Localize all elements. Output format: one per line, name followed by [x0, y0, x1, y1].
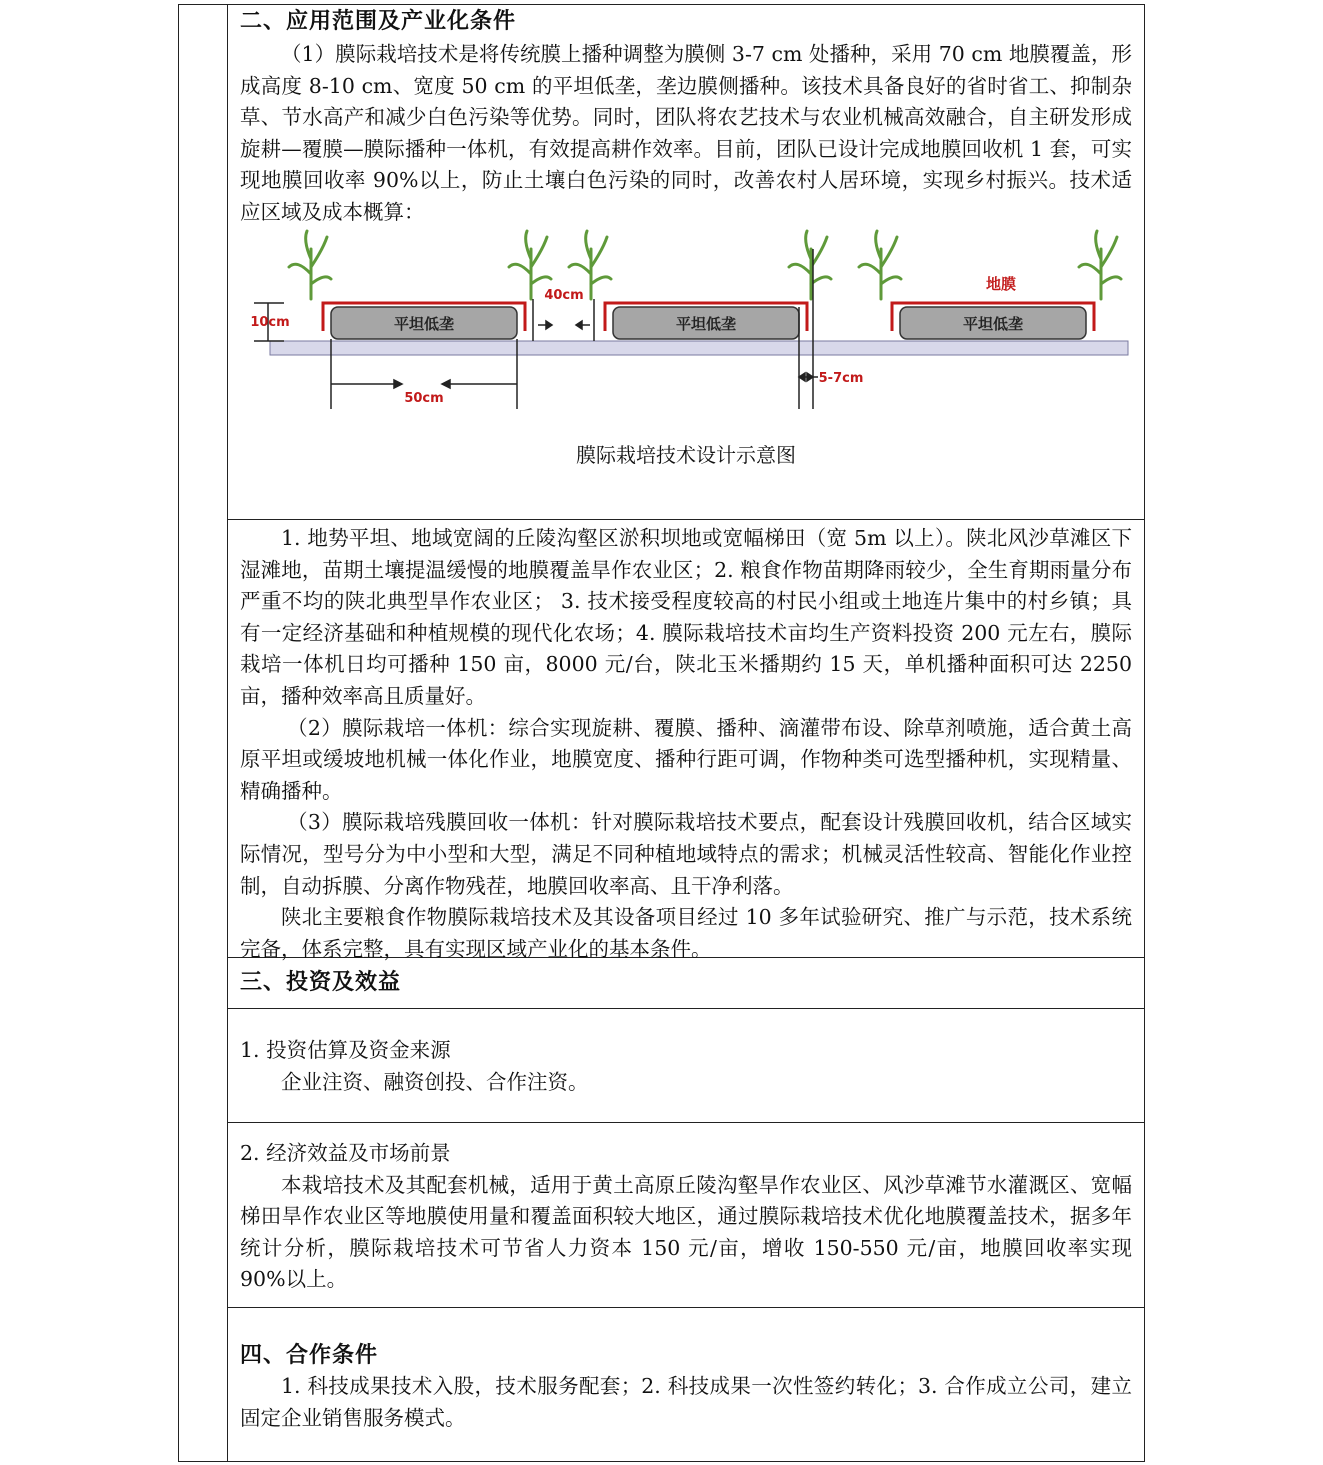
investment-title: 1. 投资估算及资金来源: [240, 1038, 451, 1062]
section2-paragraph-4: （3）膜际栽培残膜回收一体机：针对膜际栽培技术要点，配套设计残膜回收机，结合区域实际情况，型号分为中小型和大型，满足不同种植地域特点的需求；机械灵活性较高、智能化作业控制，自动拆膜、分离作物残茬，地膜回收率高、且干净利落。: [240, 810, 1132, 898]
film-label: 地膜: [985, 274, 1017, 293]
gap-marker: [533, 299, 594, 341]
flat-ridge: [323, 303, 525, 339]
width-label: 50cm: [404, 390, 444, 406]
section2-cell: [228, 5, 1144, 520]
left-margin-column: [179, 5, 228, 1461]
section3-heading-cell: [228, 958, 1144, 1009]
section3-heading: 三、投资及效益: [240, 970, 402, 995]
economic-benefit-cell: [228, 1123, 1144, 1308]
section2-paragraph-3: （2）膜际栽培一体机：综合实现旋耕、覆膜、播种、滴灌带布设、除草剂喷施，适合黄土高原平坦或缓坡地机械一体化作业，地膜宽度、播种行距可调，作物种类可选型播种机，实现精量、精确播种。: [240, 715, 1132, 803]
ground-strip: [270, 341, 1128, 355]
diagram-caption: 膜际栽培技术设计示意图: [576, 442, 796, 467]
section2-paragraph-1: （1）膜际栽培技术是将传统膜上播种调整为膜侧 3-7 cm 处播种，采用 70 cm 地膜覆盖，形成高度 8-10 cm、宽度 50 cm 的平坦低垄，垄边膜侧播种。该技术具备良好的省时省工、抑制杂草、节水高产和减少白色污染等优势。同时，团队将农艺技术与农业机械高效融合，自主研发形成旋耕—覆膜—膜际播种一体机，有效提高耕作效率。目前，团队已设计完成地膜回收机 1 套，可实现地膜回收率 90%以上，防止土壤白色污染的同时，改善农村人居环境，实现乡村振兴。技术适应区域及成本概算：: [240, 42, 1132, 224]
ridge-label: 平坦低垄: [675, 314, 737, 333]
section4-cell: [228, 1308, 1144, 1463]
height-label: 10cm: [250, 314, 290, 330]
economic-benefit-text: 本栽培技术及其配套机械，适用于黄土高原丘陵沟壑旱作农业区、风沙草滩节水灌溉区、宽幅梯田旱作农业区等地膜使用量和覆盖面积较大地区，通过膜际栽培技术优化地膜覆盖技术，据多年统计分析，膜际栽培技术可节省人力资本 150 元/亩，增收 150-550 元/亩，地膜回收率实现 90%以上。: [240, 1172, 1132, 1292]
film-edge-cultivation-diagram: [226, 229, 1132, 429]
document-table: [178, 4, 1145, 1462]
economic-benefit-title: 2. 经济效益及市场前景: [240, 1141, 451, 1165]
ridge-label: 平坦低垄: [393, 314, 455, 333]
investment-cell: [228, 1009, 1144, 1123]
section4-text: 1. 科技成果技术入股，技术服务配套；2. 科技成果一次性签约转化；3. 合作成立公司，建立固定企业销售服务模式。: [240, 1374, 1132, 1430]
content-column: [228, 5, 1144, 1461]
flat-ridge: [605, 303, 807, 339]
investment-text: 企业注资、融资创投、合作注资。: [281, 1069, 589, 1094]
ridge-label: 平坦低垄: [962, 314, 1024, 333]
section2-conditions-cell: [228, 520, 1144, 961]
section2-paragraph-2: 1. 地势平坦、地域宽阔的丘陵沟壑区淤积坝地或宽幅梯田（宽 5m 以上）。陕北风沙草滩区下湿滩地，苗期土壤提温缓慢的地膜覆盖旱作农业区；2. 粮食作物苗期降雨较少，全生育期雨量分布严重不均的陕北典型旱作农业区； 3. 技术接受程度较高的村民小组或土地连片集中的村乡镇；具有一定经济基础和种植规模的现代化农场；4. 膜际栽培技术亩均生产资料投资 200 元左右，膜际栽培一体机日均可播种 150 亩，8000 元/台，陕北玉米播期约 15 天，单机播种面积可达 2250 亩，播种效率高且质量好。: [240, 526, 1132, 708]
section4-heading: 四、合作条件: [240, 1343, 379, 1368]
flat-ridge: [892, 303, 1094, 339]
section2-paragraph-5: 陕北主要粮食作物膜际栽培技术及其设备项目经过 10 多年试验研究、推广与示范，技术系统完备，体系完整，具有实现区域产业化的基本条件。: [240, 905, 1132, 961]
section2-heading: 二、应用范围及产业化条件: [240, 9, 517, 34]
offset-label: 5-7cm: [818, 370, 864, 386]
gap-label: 40cm: [544, 287, 584, 303]
